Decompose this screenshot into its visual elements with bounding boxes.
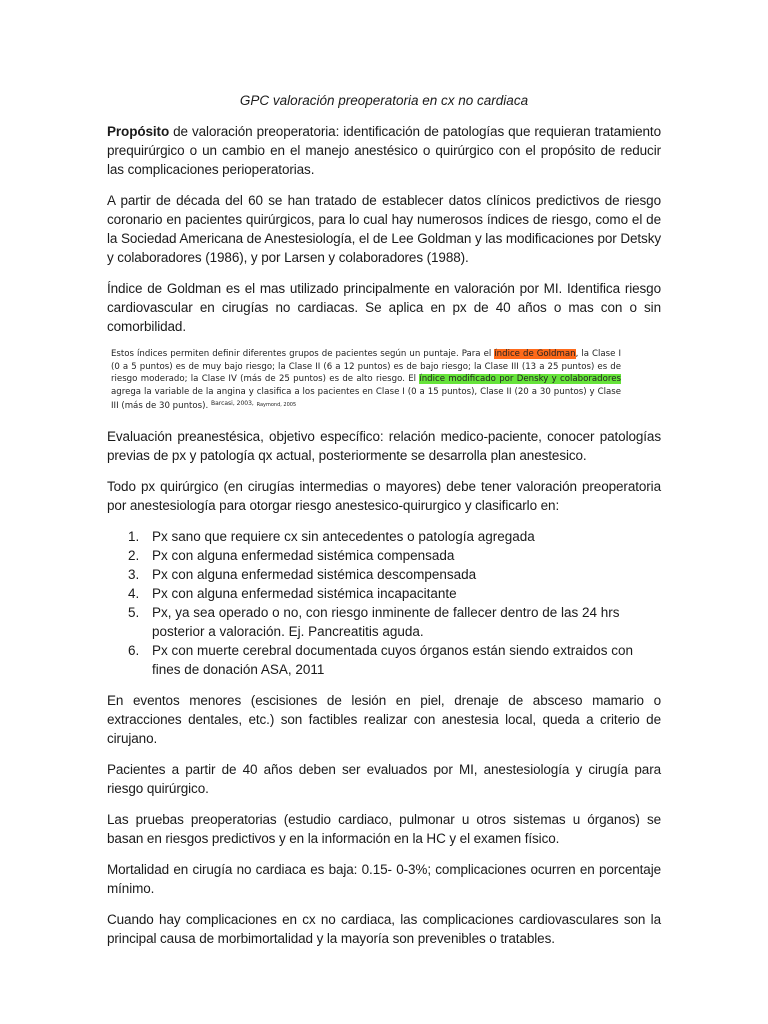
document-body [107,92,661,960]
document-title: GPC valoración preoperatoria en cx no cardiaca [239,93,529,108]
list-item-text: Px con alguna enfermedad sistémica compensada [152,547,455,563]
excerpt-text-1: Estos índices permiten definir diferentes grupos de pacientes según un puntaje. Para el [111,349,495,359]
paragraph-classification-intro: Todo px quirúrgico (en cirugías intermedias o mayores) debe tener valoración preoperatoria por anestesiología para otorgar riesgo anestesico-quirurgico y clasificarlo en: [107,478,661,513]
quoted-excerpt [111,348,621,413]
list-item [107,565,661,584]
list-item-number: 4. [128,585,140,601]
excerpt-citation-2: Raymond, 2005 [256,402,297,409]
purpose-text: de valoración preoperatoria: identificación de patologías que requieran tratamiento prequirúrgico o un cambio en el manejo anestésico o quirúrgico con el propósito de reducir las complicaciones perioperatorias. [107,124,661,177]
list-item-number: 6. [128,642,140,658]
list-item-text: Px con alguna enfermedad sistémica incapacitante [152,585,457,601]
excerpt-citation-1: Barcasi, 2003, [210,400,254,408]
list-item-text: Px con muerte cerebral documentada cuyos órganos están siendo extraidos con fines de donación ASA, 2011 [152,642,634,677]
list-item-text: Px con alguna enfermedad sistémica descompensada [152,566,477,582]
excerpt-highlight-detsky: índice modificado por Densky y colaboradores [419,374,621,385]
purpose-label: Propósito [107,124,170,139]
excerpt-highlight-goldman: índice de Goldman [494,349,576,359]
paragraph-history: A partir de década del 60 se han tratado de establecer datos clínicos predictivos de riesgo coronario en pacientes quirúrgicos, para lo cual hay numerosos índices de riesgo, como el de la Sociedad Americana de Anestesiología, el de Lee Goldman y las modificaciones por Detsky y colaboradores (1986), y por Larsen y colaboradores (1988). [107,193,661,265]
list-item-number: 3. [128,566,140,582]
paragraph-minor-events: En eventos menores (escisiones de lesión en piel, drenaje de absceso mamario o extracciones dentales, etc.) son factibles realizar con anestesia local, queda a criterio de cirujano. [107,692,661,746]
list-item-text: Px sano que requiere cx sin antecedentes o patología agregada [152,528,535,544]
excerpt-text-3: agrega la variable de la angina y clasifica a los pacientes en Clase I (0 a 15 puntos), Clase II (20 a 30 puntos) y Clase III (más de 30 puntos). [111,386,621,412]
list-item-number: 5. [128,604,140,620]
paragraph-goldman: Índice de Goldman es el mas utilizado principalmente en valoración por MI. Identifica riesgo cardiovascular en cirugías no cardiacas. Se aplica en px de 40 años o mas con o sin comorbilidad. [107,281,661,334]
list-item [107,603,661,641]
paragraph-evaluation: Evaluación preanestésica, objetivo específico: relación medico-paciente, conocer patologías previas de px y patología qx actual, posteriormente se desarrolla plan anestesico. [107,428,661,463]
list-item-number: 1. [128,528,140,544]
paragraph-purpose [107,122,661,179]
list-item-number: 2. [128,547,140,563]
list-item-text: Px, ya sea operado o no, con riesgo inminente de fallecer dentro de las 24 hrs posterior a valoración. Ej. Pancreatitis aguda. [152,604,620,639]
excerpt-text-2: , la Clase I (0 a 5 puntos) es de muy bajo riesgo; la Clase II (6 a 12 puntos) es de bajo riesgo; la Clase III (13 a 25 puntos) es de riesgo moderado; la Clase IV (más de 25 puntos) es de alto riesgo. El [111,349,621,385]
asa-classification-list [107,527,661,679]
paragraph-complications: Cuando hay complicaciones en cx no cardiaca, las complicaciones cardiovasculares son la principal causa de morbimortalidad y la mayoría son prevenibles o tratables. [107,911,661,946]
paragraph-mortality: Mortalidad en cirugía no cardiaca es baja: 0.15- 0-3%; complicaciones ocurren en porcentaje mínimo. [107,861,661,896]
list-item [107,527,661,546]
list-item [107,584,661,603]
list-item [107,546,661,565]
list-item [107,641,661,679]
paragraph-age-40: Pacientes a partir de 40 años deben ser evaluados por MI, anestesiología y cirugía para riesgo quirúrgico. [107,761,661,796]
paragraph-preop-tests: Las pruebas preoperatorias (estudio cardiaco, pulmonar u otros sistemas u órganos) se basan en riesgos predictivos y en la información en la HC y el examen físico. [107,811,661,846]
